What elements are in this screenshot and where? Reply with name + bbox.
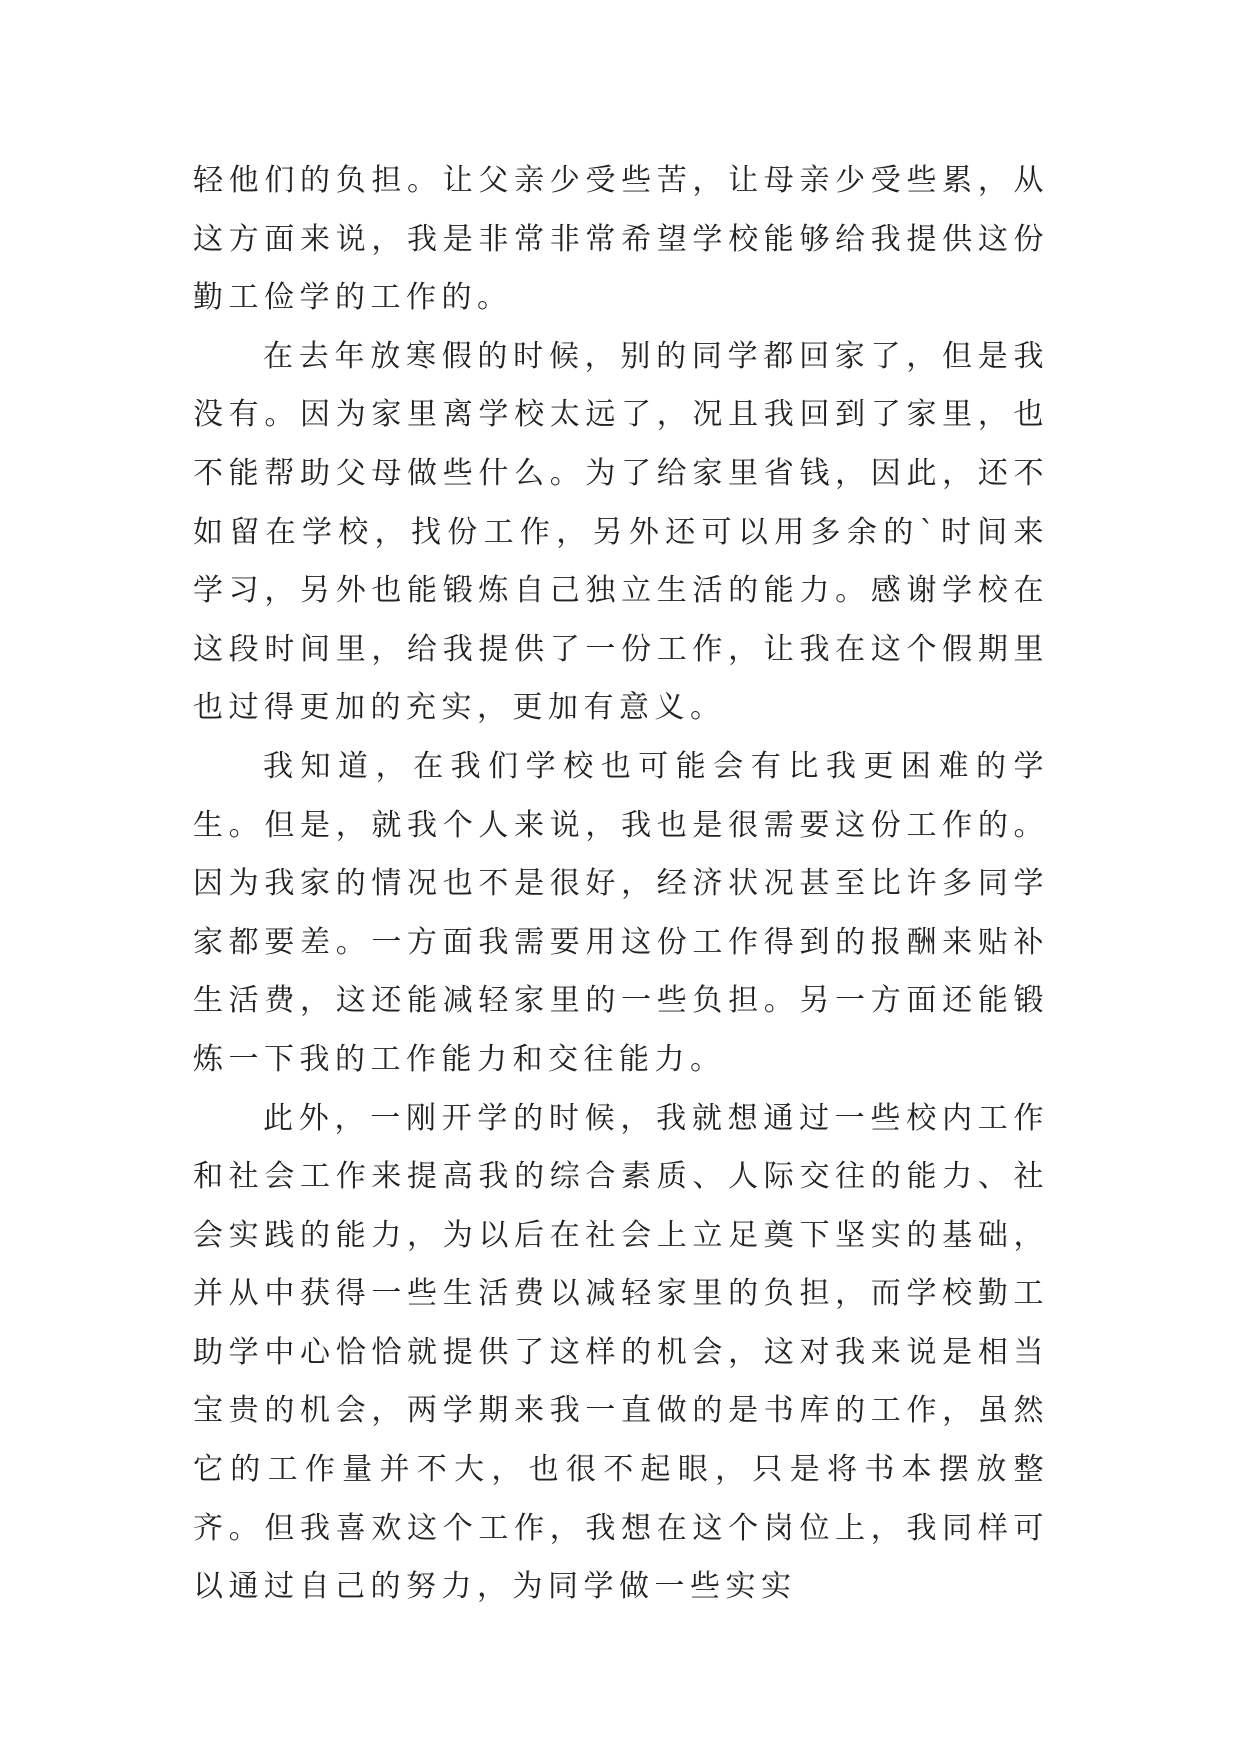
paragraph-additionally: 此外，一刚开学的时候，我就想通过一些校内工作和社会工作来提高我的综合素质、人际交往的能力、社会实践的能力，为以后在社会上立足奠下坚实的基础，并从中获得一些生活费以减轻家里的负担，而学校勤工助学中心恰恰就提供了这样的机会，这对我来说是相当宝贵的机会，两学期来我一直做的是书库的工作，虽然它的工作量并不大，也很不起眼，只是将书本摆放整齐。但我喜欢这个工作，我想在这个岗位上，我同样可以通过自己的努力，为同学做一些实实 xyxy=(193,1100,1049,1605)
paragraph-continued: 轻他们的负担。让父亲少受些苦，让母亲少受些累，从这方面来说，我是非常非常希望学校能够给我提供这份勤工俭学的工作的。 xyxy=(193,163,1049,316)
document-body xyxy=(193,152,1049,1617)
paragraph-winter-break: 在去年放寒假的时候，别的同学都回家了，但是我没有。因为家里离学校太远了，况且我回到了家里，也不能帮助父母做些什么。为了给家里省钱，因此，还不如留在学校，找份工作，另外还可以用多余的`时间来学习，另外也能锻炼自己独立生活的能力。感谢学校在这段时间里，给我提供了一份工作，让我在这个假期里也过得更加的充实，更加有意义。 xyxy=(193,338,1049,726)
paragraph-need-work: 我知道，在我们学校也可能会有比我更困难的学生。但是，就我个人来说，我也是很需要这份工作的。因为我家的情况也不是很好，经济状况甚至比许多同学家都要差。一方面我需要用这份工作得到的报酬来贴补生活费，这还能减轻家里的一些负担。另一方面还能锻炼一下我的工作能力和交往能力。 xyxy=(193,748,1049,1077)
